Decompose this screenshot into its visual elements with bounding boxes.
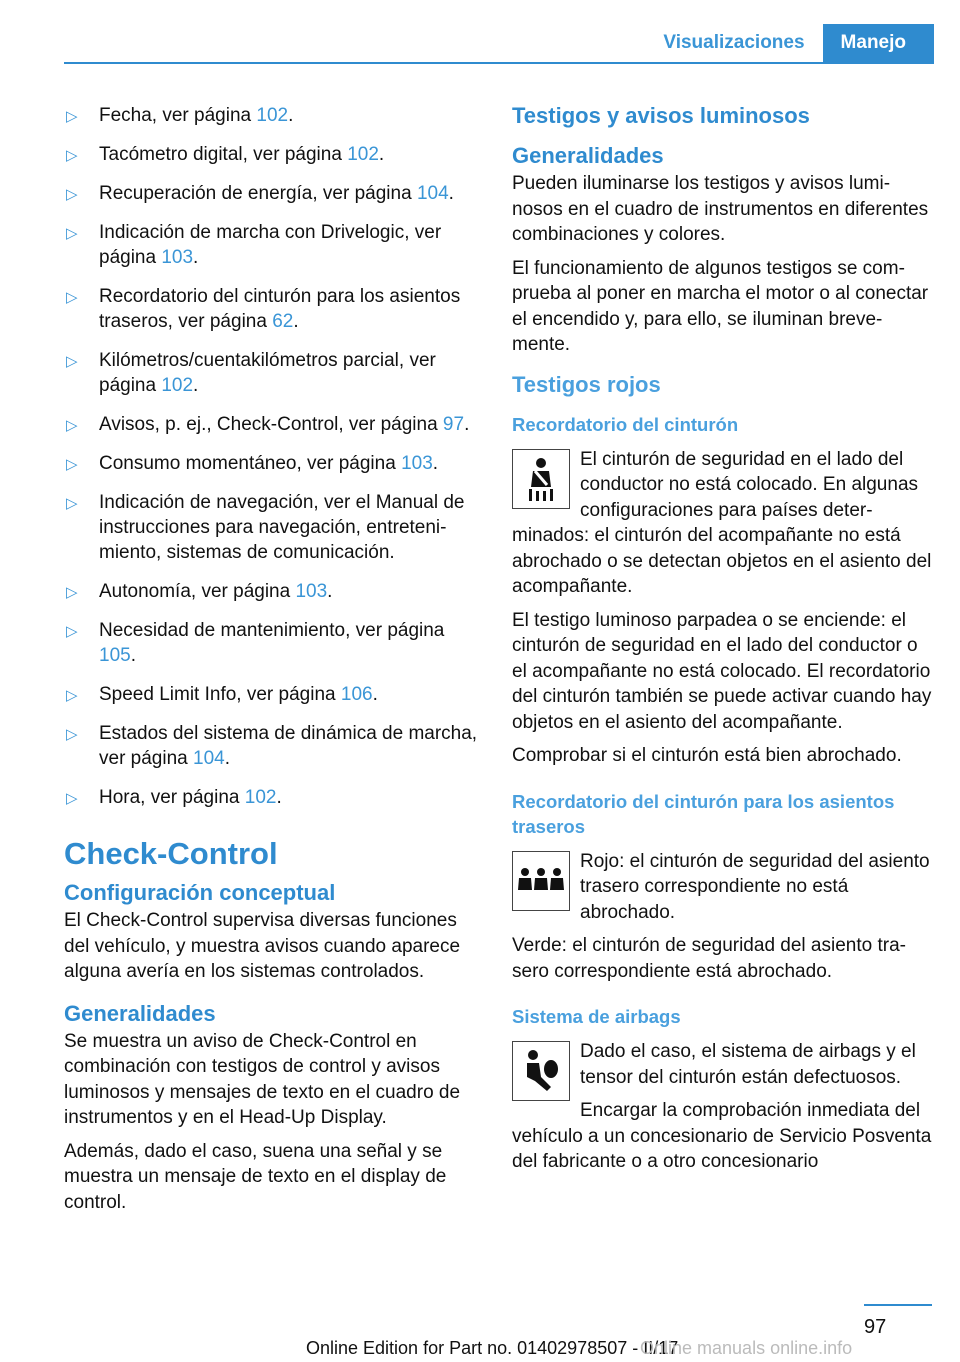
- list-item: [64, 682, 482, 707]
- airbag-warning-icon: [512, 1041, 570, 1101]
- list-item: [64, 142, 482, 167]
- list-item: [64, 284, 482, 334]
- page-link[interactable]: 104: [416, 183, 449, 204]
- list-item-text: Consumo momentáneo, ver página: [99, 453, 402, 474]
- list-item: [64, 103, 482, 128]
- list-item-text: Speed Limit Info, ver página: [99, 684, 341, 705]
- edition-text: Online Edition for Part no. 01402978507 - II/17: [306, 1338, 679, 1358]
- list-item-tail: .: [224, 748, 230, 769]
- list-item-tail: .: [378, 144, 385, 165]
- footer-rule: [864, 1304, 932, 1306]
- bullet-arrow-icon: ▷: [66, 456, 78, 473]
- bullet-arrow-icon: ▷: [66, 353, 78, 370]
- active-chapter-tab: Manejo: [823, 24, 934, 62]
- bullet-arrow-icon: ▷: [66, 623, 78, 640]
- list-item-text: Indicación de navegación, ver el Manual de instrucciones para navegación, entretenimiento, sistemas de comunicación.: [99, 492, 465, 563]
- list-item-text: Kilómetros/cuentakilómetros parcial, ver página: [99, 350, 436, 396]
- page-link[interactable]: 106: [340, 684, 373, 705]
- page-link[interactable]: 104: [193, 748, 225, 769]
- right-column: [512, 103, 932, 1183]
- bullet-arrow-icon: ▷: [66, 726, 78, 743]
- list-item-text: Tacómetro digital, ver página: [99, 144, 348, 165]
- list-item-text: Indicación de marcha con Drivelogic, ver página: [99, 222, 442, 268]
- list-item-text: Estados del sistema de dinámica de marcha, ver página: [99, 723, 478, 769]
- concept-heading: Configuración conceptual: [64, 880, 336, 905]
- header-tabs: [645, 24, 934, 62]
- page-link[interactable]: 102: [161, 375, 194, 396]
- check-control-title: Check-Control: [64, 836, 278, 871]
- list-item: [64, 451, 482, 476]
- list-item: [64, 220, 482, 270]
- bullet-arrow-icon: ▷: [66, 584, 78, 601]
- list-item-tail: .: [327, 581, 333, 602]
- bullet-arrow-icon: ▷: [66, 186, 78, 203]
- list-item: [64, 490, 482, 565]
- page-link[interactable]: 102: [347, 144, 379, 165]
- header-rule: [64, 62, 934, 64]
- bullet-arrow-icon: ▷: [66, 417, 78, 434]
- page-link[interactable]: 105: [99, 645, 131, 666]
- section-label: Visualizaciones: [663, 32, 805, 53]
- belt-p2: El testigo luminoso parpadea o se enciende: el cinturón de seguridad en el lado del conductor o el acompañante no está colocado. El recordatorio del cinturón también se puede activar cuando hay objetos en el asiento del acompañante.: [512, 609, 932, 733]
- cc-general-p2: Además, dado el caso, suena una señal y se muestra un mensaje de texto en el display de control.: [64, 1140, 447, 1213]
- concept-text: El Check-Control supervisa diversas funciones del vehículo, y muestra avisos cuando aparece alguna avería en los sistemas controlados.: [64, 910, 461, 982]
- page-link[interactable]: 62: [272, 311, 294, 332]
- bullet-arrow-icon: ▷: [66, 289, 78, 306]
- rear-belt-heading: Recordatorio del cinturón para los asientos traseros: [512, 790, 895, 837]
- bullet-arrow-icon: ▷: [66, 687, 78, 704]
- belt-p3: Comprobar si el cinturón está bien abrochado.: [512, 745, 902, 766]
- list-item-tail: .: [288, 105, 294, 126]
- bullet-arrow-icon: ▷: [66, 225, 78, 242]
- list-item-tail: .: [193, 247, 199, 268]
- right-general-p2: El funcionamiento de algunos testigos se comprueba al poner en marcha el motor o al conectar el encendido y, para ello, se iluminan brevemente.: [512, 257, 929, 355]
- list-item-tail: .: [372, 684, 378, 705]
- warning-lights-title: Testigos y avisos luminosos: [512, 103, 810, 128]
- list-item: [64, 348, 482, 398]
- list-item-tail: .: [193, 375, 199, 396]
- bullet-arrow-icon: ▷: [66, 495, 78, 512]
- bullet-arrow-icon: ▷: [66, 108, 78, 125]
- page-link[interactable]: 103: [295, 581, 328, 602]
- belt-reminder-heading: Recordatorio del cinturón: [512, 413, 739, 435]
- list-item-tail: .: [293, 311, 299, 332]
- list-item-tail: .: [130, 645, 136, 666]
- bullet-arrow-icon: ▷: [66, 147, 78, 164]
- cc-general-p1: Se muestra un aviso de Check-Control en combinación con testigos de control y avisos luminosos y mensajes de texto en el cuadro de instrumentos y en el Head-Up Display.: [64, 1030, 461, 1128]
- rear-p1: Rojo: el cinturón de seguridad del asiento trasero correspondiente no está abrochado.: [580, 850, 930, 923]
- page-link[interactable]: 97: [442, 414, 465, 435]
- list-item-text: Necesidad de mantenimiento, ver página: [99, 620, 445, 641]
- right-general-p1: Pueden iluminarse los testigos y avisos luminosos en el cuadro de instrumentos en diferentes combinaciones y colores.: [512, 173, 929, 245]
- airbag-heading: Sistema de airbags: [512, 1006, 681, 1027]
- list-item-tail: .: [432, 453, 439, 474]
- page-number: 97: [864, 1316, 887, 1338]
- page-link[interactable]: 102: [256, 105, 289, 126]
- page-link[interactable]: 102: [244, 787, 277, 808]
- list-item: [64, 721, 482, 771]
- list-item-tail: .: [448, 183, 454, 204]
- list-item-text: Avisos, p. ej., Check-Control, ver página: [99, 414, 443, 435]
- seatbelt-warning-icon: [512, 449, 570, 509]
- airbag-p1: Dado el caso, el sistema de airbags y el tensor del cinturón están defectuosos.: [580, 1041, 916, 1088]
- rear-seatbelt-icon: [512, 851, 570, 911]
- bullet-arrow-icon: ▷: [66, 790, 78, 807]
- airbag-p2: Encargar la comprobación inmediata del vehículo a un concesionario de Servicio Posventa del fabricante o a otro concesionario: [512, 1100, 932, 1172]
- list-item-tail: .: [464, 414, 470, 435]
- belt-p1: El cinturón de seguridad en el lado del conductor no está colocado. En algunas configuraciones para países determinados: el cinturón del acompañante no está abrochado o se detectan objetos en el asiento del acompañante.: [512, 448, 932, 597]
- list-item: [64, 412, 482, 437]
- list-item-text: Recordatorio del cinturón para los asientos traseros, ver página: [99, 286, 461, 332]
- list-item: [64, 579, 482, 604]
- list-item-text: Recuperación de energía, ver página: [99, 183, 417, 204]
- left-column: [64, 103, 482, 1223]
- list-item: [64, 181, 482, 206]
- list-item-text: Autonomía, ver página: [99, 581, 296, 602]
- right-general-heading: Generalidades: [512, 143, 664, 168]
- list-item-text: Hora, ver página: [99, 787, 245, 808]
- list-item-text: Fecha, ver página: [99, 105, 257, 126]
- list-item: [64, 618, 482, 668]
- cc-general-heading: Generalidades: [64, 1000, 216, 1026]
- rear-p2: Verde: el cinturón de seguridad del asiento trasero correspondiente está abrochado.: [512, 935, 906, 982]
- list-item-tail: .: [276, 787, 282, 808]
- list-item: [64, 785, 482, 810]
- display-items-list: [64, 103, 482, 810]
- watermark: Online manuals online.info: [640, 1338, 853, 1358]
- page-link[interactable]: 103: [401, 453, 433, 474]
- red-lights-heading: Testigos rojos: [512, 371, 661, 397]
- page-link[interactable]: 103: [161, 247, 194, 268]
